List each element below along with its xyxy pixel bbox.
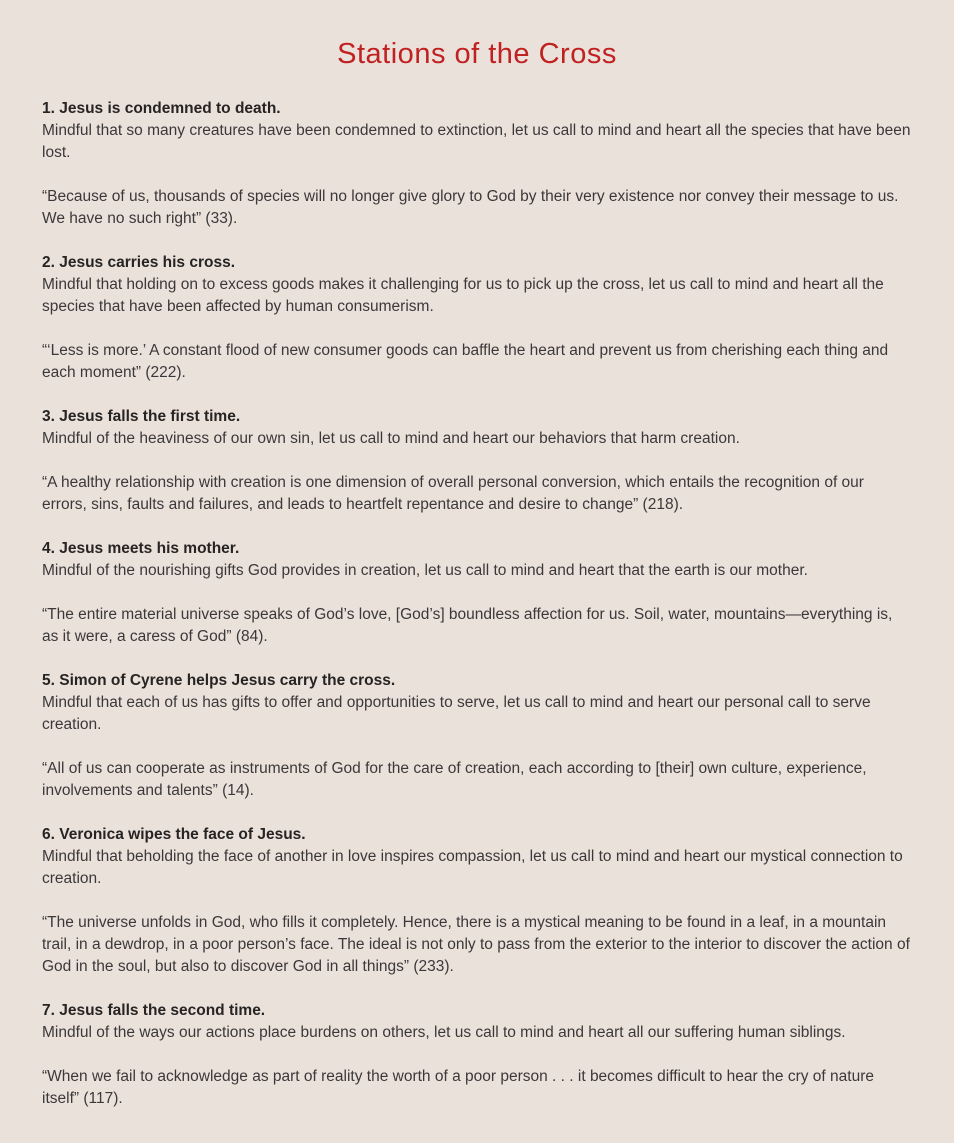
station-quote: “The universe unfolds in God, who fills it completely. Hence, there is a mystical meaning to be found in a leaf, in a mountain trail, in a dewdrop, in a poor person’s face. The ideal is not only to pass from the exterior to the interior to discover the action of God in the soul, but also to discover God in all things” (233). bbox=[42, 914, 910, 975]
station-1 bbox=[42, 98, 912, 230]
station-heading: 3. Jesus falls the first time. bbox=[42, 408, 241, 425]
station-5 bbox=[42, 670, 912, 802]
station-7 bbox=[42, 1000, 912, 1110]
station-quote: “A healthy relationship with creation is one dimension of overall personal conversion, which entails the recognition of our errors, sins, faults and failures, and leads to heartfelt repentance and desire to change” (218). bbox=[42, 474, 864, 513]
station-heading: 4. Jesus meets his mother. bbox=[42, 540, 240, 557]
station-reflection: Mindful that holding on to excess goods makes it challenging for us to pick up the cross, let us call to mind and heart all the species that have been affected by human consumerism. bbox=[42, 276, 884, 315]
station-quote: “When we fail to acknowledge as part of reality the worth of a poor person . . . it becomes difficult to hear the cry of nature itself” (117). bbox=[42, 1068, 874, 1107]
station-heading: 6. Veronica wipes the face of Jesus. bbox=[42, 826, 306, 843]
station-reflection: Mindful that each of us has gifts to offer and opportunities to serve, let us call to mind and heart our personal call to serve creation. bbox=[42, 694, 871, 733]
station-quote: “All of us can cooperate as instruments of God for the care of creation, each according to [their] own culture, experience, involvements and talents” (14). bbox=[42, 760, 867, 799]
station-reflection: Mindful that beholding the face of another in love inspires compassion, let us call to mind and heart our mystical connection to creation. bbox=[42, 848, 903, 887]
station-6 bbox=[42, 824, 912, 978]
station-heading: 7. Jesus falls the second time. bbox=[42, 1002, 266, 1019]
station-2 bbox=[42, 252, 912, 384]
station-heading: 1. Jesus is condemned to death. bbox=[42, 100, 281, 117]
station-3 bbox=[42, 406, 912, 516]
page-title: Stations of the Cross bbox=[337, 38, 617, 70]
station-reflection: Mindful of the nourishing gifts God provides in creation, let us call to mind and heart that the earth is our mother. bbox=[42, 562, 808, 579]
station-quote: “The entire material universe speaks of God’s love, [God’s] boundless affection for us. Soil, water, mountains—everything is, as it were, a caress of God” (84). bbox=[42, 606, 893, 645]
station-reflection: Mindful of the heaviness of our own sin, let us call to mind and heart our behaviors that harm creation. bbox=[42, 430, 740, 447]
station-reflection: Mindful of the ways our actions place burdens on others, let us call to mind and heart all our suffering human siblings. bbox=[42, 1024, 846, 1041]
station-quote: “Because of us, thousands of species will no longer give glory to God by their very existence nor convey their message to us. We have no such right” (33). bbox=[42, 188, 899, 227]
station-heading: 5. Simon of Cyrene helps Jesus carry the cross. bbox=[42, 672, 396, 689]
station-heading: 2. Jesus carries his cross. bbox=[42, 254, 236, 271]
station-reflection: Mindful that so many creatures have been condemned to extinction, let us call to mind and heart all the species that have been lost. bbox=[42, 122, 911, 161]
station-4 bbox=[42, 538, 912, 648]
station-quote: “‘Less is more.’ A constant flood of new consumer goods can baffle the heart and prevent us from cherishing each thing and each moment” (222). bbox=[42, 342, 889, 381]
